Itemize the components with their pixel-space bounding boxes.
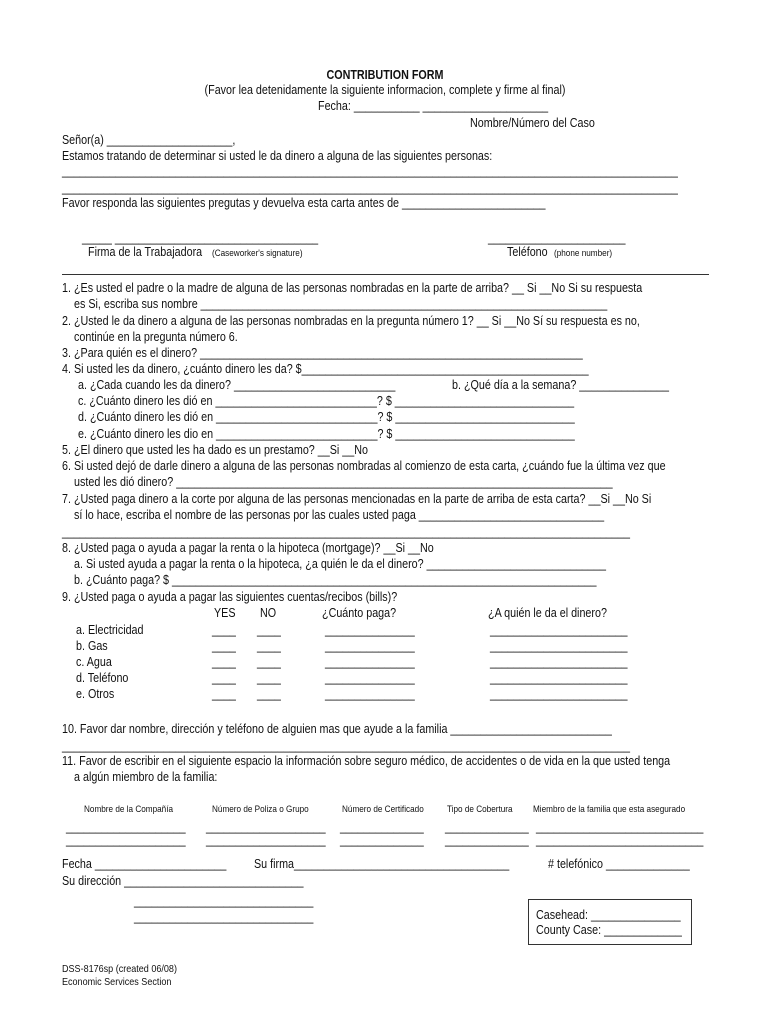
question-5[interactable]: 5. ¿El dinero que usted les ha dado es un prestamo? __Si __No bbox=[62, 443, 368, 457]
bill-amount-blank[interactable]: _______________ bbox=[325, 623, 415, 637]
bill-label: d. Teléfono bbox=[76, 671, 129, 685]
form-subtitle: (Favor lea detenidamente la siguiente informacion, complete y firme al final) bbox=[204, 83, 566, 97]
phone-label: Teléfono bbox=[507, 245, 548, 259]
bill-who-blank[interactable]: _______________________ bbox=[490, 639, 628, 653]
question-11-cont: a algún miembro de la familia: bbox=[74, 770, 218, 784]
question-4c[interactable]: c. ¿Cuánto dinero les dió en ___________________________? $ ______________________________ bbox=[78, 394, 575, 408]
phone-label-en: (phone number) bbox=[554, 248, 613, 259]
insurance-header-member: Miembro de la familia que esta asegurado bbox=[533, 804, 686, 815]
address-field[interactable]: Su dirección ______________________________ bbox=[62, 874, 304, 888]
persons-line-1[interactable]: _______________________________________________________________________________________________________ bbox=[62, 164, 678, 178]
question-1-names[interactable]: es Si, escriba sus nombre ____________________________________________________________________ bbox=[74, 297, 608, 311]
question-4d[interactable]: d. ¿Cuánto dinero les dió en ___________________________? $ ______________________________ bbox=[78, 410, 575, 424]
question-4e[interactable]: e. ¿Cuánto dinero les dio en ___________________________? $ ______________________________ bbox=[78, 427, 575, 441]
question-4[interactable]: 4. Si usted les da dinero, ¿cuánto dinero les da? $________________________________________________ bbox=[62, 362, 589, 376]
insurance-company-blank[interactable]: ____________________ bbox=[66, 820, 186, 834]
worker-signature-label-en: (Caseworker's signature) bbox=[212, 248, 303, 259]
bill-amount-blank[interactable]: _______________ bbox=[325, 639, 415, 653]
bill-label: b. Gas bbox=[76, 639, 108, 653]
question-6-answer[interactable]: usted les dió dinero? _________________________________________________________________________ bbox=[74, 475, 613, 489]
bills-amount-header: ¿Cuánto paga? bbox=[322, 606, 397, 620]
office-use-box bbox=[528, 899, 692, 945]
bill-yes-blank[interactable]: ____ bbox=[212, 655, 236, 669]
address-line-2[interactable]: ______________________________ bbox=[134, 894, 314, 908]
question-7-line[interactable]: _______________________________________________________________________________________________ bbox=[62, 525, 630, 539]
form-title: CONTRIBUTION FORM bbox=[326, 68, 444, 82]
question-10[interactable]: 10. Favor dar nombre, dirección y teléfono de alguien mas que ayude a la familia ___________________________ bbox=[62, 722, 612, 736]
signature-field[interactable]: Su firma____________________________________ bbox=[254, 857, 510, 871]
bills-no-header: NO bbox=[260, 606, 277, 620]
insurance-certificate-blank[interactable]: ______________ bbox=[340, 833, 424, 847]
bill-no-blank[interactable]: ____ bbox=[257, 687, 281, 701]
persons-line-2[interactable]: _______________________________________________________________________________________________________ bbox=[62, 181, 678, 195]
phone-line[interactable]: _______________________ bbox=[488, 231, 626, 245]
return-by-field[interactable]: Favor responda las siguientes pregutas y devuelva esta carta antes de ________________________ bbox=[62, 196, 546, 210]
salutation-field[interactable]: Señor(a) _____________________, bbox=[62, 133, 236, 147]
bill-amount-blank[interactable]: _______________ bbox=[325, 655, 415, 669]
bill-who-blank[interactable]: _______________________ bbox=[490, 655, 628, 669]
bill-label: e. Otros bbox=[76, 687, 115, 701]
worker-signature-label: Firma de la Trabajadora bbox=[88, 245, 203, 259]
bill-yes-blank[interactable]: ____ bbox=[212, 687, 236, 701]
bill-who-blank[interactable]: _______________________ bbox=[490, 671, 628, 685]
bill-no-blank[interactable]: ____ bbox=[257, 623, 281, 637]
question-6: 6. Si usted dejó de darle dinero a alguna de las personas nombradas al comienzo de esta carta, ¿cuándo fue la última vez que bbox=[62, 459, 666, 473]
county-case-field[interactable]: County Case: _____________ bbox=[536, 923, 682, 937]
question-11: 11. Favor de escribir en el siguiente espacio la información sobre seguro médico, de accidentes o de vida en la que usted tenga bbox=[62, 754, 671, 768]
form-section: Economic Services Section bbox=[62, 976, 172, 988]
casehead-field[interactable]: Casehead: _______________ bbox=[536, 908, 681, 922]
question-9: 9. ¿Usted paga o ayuda a pagar las siguientes cuentas/recibos (bills)? bbox=[62, 590, 398, 604]
worker-signature-line[interactable]: _____ __________________________________ bbox=[82, 231, 319, 245]
bill-no-blank[interactable]: ____ bbox=[257, 639, 281, 653]
question-7[interactable]: 7. ¿Usted paga dinero a la corte por alguna de las personas mencionadas en la parte de arriba de esta carta? __Si __No Si bbox=[62, 492, 652, 506]
insurance-member-blank[interactable]: ____________________________ bbox=[536, 820, 704, 834]
bill-yes-blank[interactable]: ____ bbox=[212, 639, 236, 653]
bills-who-header: ¿A quién le da el dinero? bbox=[488, 606, 607, 620]
bill-no-blank[interactable]: ____ bbox=[257, 671, 281, 685]
bill-who-blank[interactable]: _______________________ bbox=[490, 623, 628, 637]
question-8a[interactable]: a. Si usted ayuda a pagar la renta o la hipoteca, ¿a quién le da el dinero? ______________________________ bbox=[74, 557, 606, 571]
footer-date-field[interactable]: Fecha ______________________ bbox=[62, 857, 227, 871]
bill-label: c. Agua bbox=[76, 655, 112, 669]
bill-label: a. Electricidad bbox=[76, 623, 144, 637]
insurance-certificate-blank[interactable]: ______________ bbox=[340, 820, 424, 834]
insurance-member-blank[interactable]: ____________________________ bbox=[536, 833, 704, 847]
question-2[interactable]: 2. ¿Usted le da dinero a alguna de las personas nombradas en la pregunta número 1? __ Si __No Sí su respuesta es no, bbox=[62, 314, 640, 328]
question-4a[interactable]: a. ¿Cada cuando les da dinero? ___________________________ bbox=[78, 378, 396, 392]
section-divider bbox=[62, 274, 709, 275]
form-code: DSS-8176sp (created 06/08) bbox=[62, 963, 177, 975]
insurance-company-blank[interactable]: ____________________ bbox=[66, 833, 186, 847]
question-4b[interactable]: b. ¿Qué día a la semana? _______________ bbox=[452, 378, 669, 392]
date-field[interactable]: Fecha: ___________ _____________________ bbox=[318, 99, 549, 113]
intro-statement: Estamos tratando de determinar si usted le da dinero a alguna de las siguientes personas: bbox=[62, 149, 493, 163]
bill-yes-blank[interactable]: ____ bbox=[212, 623, 236, 637]
insurance-header-policy: Número de Poliza o Grupo bbox=[212, 804, 309, 815]
bill-amount-blank[interactable]: _______________ bbox=[325, 687, 415, 701]
bill-who-blank[interactable]: _______________________ bbox=[490, 687, 628, 701]
question-10-line[interactable]: _______________________________________________________________________________________________ bbox=[62, 739, 630, 753]
bill-yes-blank[interactable]: ____ bbox=[212, 671, 236, 685]
insurance-coverage-blank[interactable]: ______________ bbox=[445, 820, 529, 834]
insurance-coverage-blank[interactable]: ______________ bbox=[445, 833, 529, 847]
insurance-header-coverage: Tipo de Cobertura bbox=[447, 804, 513, 815]
phone-number-field[interactable]: # telefónico ______________ bbox=[548, 857, 690, 871]
question-2-note: continúe en la pregunta número 6. bbox=[74, 330, 238, 344]
question-3[interactable]: 3. ¿Para quién es el dinero? ________________________________________________________________ bbox=[62, 346, 583, 360]
question-1[interactable]: 1. ¿Es usted el padre o la madre de alguna de las personas nombradas en la parte de arriba? __ Si __No Si su respuesta bbox=[62, 281, 643, 295]
insurance-header-company: Nombre de la Compañía bbox=[84, 804, 174, 815]
bills-yes-header: YES bbox=[214, 606, 236, 620]
case-label: Nombre/Número del Caso bbox=[470, 116, 595, 130]
question-7-names[interactable]: sí lo hace, escriba el nombre de las personas por las cuales usted paga _______________________________ bbox=[74, 508, 605, 522]
insurance-policy-blank[interactable]: ____________________ bbox=[206, 820, 326, 834]
bill-no-blank[interactable]: ____ bbox=[257, 655, 281, 669]
question-8[interactable]: 8. ¿Usted paga o ayuda a pagar la renta o la hipoteca (mortgage)? __Si __No bbox=[62, 541, 434, 555]
address-line-3[interactable]: ______________________________ bbox=[134, 910, 314, 924]
insurance-header-certificate: Número de Certificado bbox=[342, 804, 424, 815]
question-8b[interactable]: b. ¿Cuánto paga? $ _______________________________________________________________________ bbox=[74, 573, 597, 587]
insurance-policy-blank[interactable]: ____________________ bbox=[206, 833, 326, 847]
bill-amount-blank[interactable]: _______________ bbox=[325, 671, 415, 685]
